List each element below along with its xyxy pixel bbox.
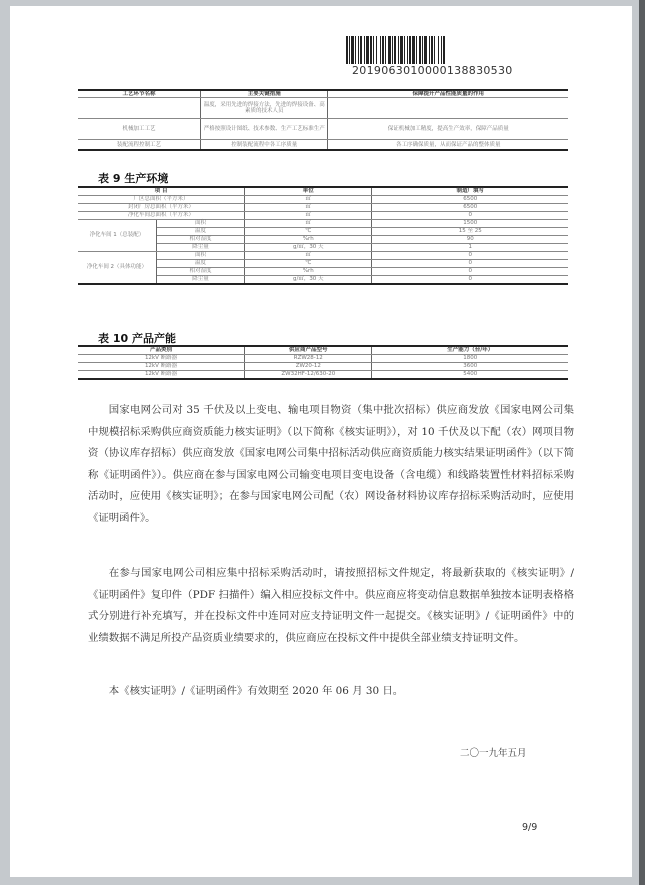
barcode-number: 20190630100001388305​30	[352, 64, 513, 77]
header-cell: 单位	[245, 187, 372, 196]
table-row	[78, 204, 568, 212]
cell: 面积	[156, 220, 244, 228]
cell: 12kV 断路器	[78, 363, 245, 371]
paragraph-3: 本《核实证明》/《证明函件》有效期至 2020 年 06 月 30 日。	[108, 685, 404, 697]
process-table	[78, 89, 568, 151]
table-9-caption: 表 9 生产环境	[98, 172, 169, 185]
cell: 1800	[372, 355, 568, 363]
cell: 净化车间总面积（平方米）	[78, 212, 245, 220]
table-row	[78, 196, 568, 204]
table-row	[78, 371, 568, 380]
cell: 1500	[372, 220, 568, 228]
cell: 温度	[156, 260, 244, 268]
header-cell: 工艺环节名称	[78, 90, 201, 98]
cell: 0	[372, 212, 568, 220]
cell: ZW32HF-12/630-20	[245, 371, 372, 380]
cell: 控制装配流程中各工序质量	[201, 140, 328, 151]
table-row	[78, 98, 568, 119]
cell: 0	[372, 276, 568, 285]
group-cell: 净化车间 2（具体功能）	[78, 252, 156, 285]
header-cell: 产品类别	[78, 346, 245, 355]
header-cell: 主要关键措施	[201, 90, 328, 98]
cell: 90	[372, 236, 568, 244]
cell: %rh	[245, 268, 372, 276]
cell: 封闭厂房总面积（平方米）	[78, 204, 245, 212]
header-cell: 供应商产品型号	[245, 346, 372, 355]
table-row	[78, 220, 568, 228]
paragraph-2: 在参与国家电网公司相应集中招标采购活动时，请按照招标文件规定，将最新获取的《核实证明》/《证明函件》复印件（PDF 扫描件）编入相应投标文件中。供应商应将变动信息数据单独按本证明表格格式分别进行补充填写，并在投标文件中连同对应支持证明文件一起提交。《核实证明》/《证明函件》中的业绩数据不满足所投产品资质业绩要求的，供应商应在投标文件中提供全部业绩支持证明文件。	[88, 567, 574, 644]
cell	[328, 98, 568, 119]
cell: 严格按照设计图纸、技术参数、生产工艺标准生产	[201, 119, 328, 140]
table-10-caption: 表 10 产品产能	[98, 332, 176, 345]
cell: g/㎡，30 天	[245, 244, 372, 252]
group-cell: 净化车间 1（总装配）	[78, 220, 156, 252]
cell: ㎡	[245, 196, 372, 204]
cell: 12kV 断路器	[78, 355, 245, 363]
cell: 相对湿度	[156, 268, 244, 276]
cell: 温度，采用先进的焊接方法，先进的焊接设备、高素质的技术人员	[201, 98, 328, 119]
cell: 0	[372, 268, 568, 276]
cell: 各工序确保质量，从而保证产品的整体质量	[328, 140, 568, 151]
page-number: 9/9	[522, 822, 538, 833]
barcode-bar	[443, 36, 445, 64]
cell: ㎡	[245, 252, 372, 260]
cell: ℃	[245, 228, 372, 236]
product-capacity-table	[78, 345, 568, 380]
header-cell: 生产能力（台/年）	[372, 346, 568, 355]
table-row	[78, 140, 568, 151]
cell: 0	[372, 252, 568, 260]
table-row	[78, 355, 568, 363]
window-edge	[639, 0, 645, 885]
header-cell: 制造厂填写	[372, 187, 568, 196]
cell: 降尘量	[156, 276, 244, 285]
barcode	[346, 36, 536, 64]
paragraph-1: 国家电网公司对 35 千伏及以上变电、输电项目物资（集中批次招标）供应商发放《国家电网公司集中规模招标采购供应商资质能力核实证明》（以下简称《核实证明》），对 10 千伏及以下配（农）网项目物资（协议库存招标）供应商发放《国家电网公司集中招标活动供应商资质能力核实结果证明函件》（以下简称《证明函件》）。供应商在参与国家电网公司输变电项目变电设备（含电缆）和线路装置性材料招标采购活动时，应使用《核实证明》；在参与国家电网公司配（农）网设备材料协议库存招标采购活动时，应使用《证明函件》。	[88, 404, 574, 524]
cell: 保证机械加工精度，提高生产效率，保障产品质量	[328, 119, 568, 140]
cell: 机械加工工艺	[78, 119, 201, 140]
cell: RZW28-12	[245, 355, 372, 363]
production-environment-table	[78, 186, 568, 285]
cell: g/㎡，30 天	[245, 276, 372, 285]
table-row	[78, 252, 568, 260]
cell: 面积	[156, 252, 244, 260]
cell: 12kV 断路器	[78, 371, 245, 380]
table-row	[78, 363, 568, 371]
cell: ㎡	[245, 204, 372, 212]
cell: 15 至 25	[372, 228, 568, 236]
cell: 3600	[372, 363, 568, 371]
cell: 1	[372, 244, 568, 252]
cell: 温度	[156, 228, 244, 236]
cell: 装配流程控制工艺	[78, 140, 201, 151]
cell: ㎡	[245, 220, 372, 228]
document-date: 二〇一九年五月	[460, 748, 527, 759]
cell: 6500	[372, 196, 568, 204]
cell: 厂区总面积（平方米）	[78, 196, 245, 204]
table-row	[78, 119, 568, 140]
cell: 0	[372, 260, 568, 268]
cell: ℃	[245, 260, 372, 268]
cell: 相对湿度	[156, 236, 244, 244]
table-row	[78, 212, 568, 220]
header-cell: 项 目	[78, 187, 245, 196]
cell: 5400	[372, 371, 568, 380]
cell: 6500	[372, 204, 568, 212]
cell	[78, 98, 201, 119]
cell: ㎡	[245, 212, 372, 220]
cell: %rh	[245, 236, 372, 244]
cell: 降尘量	[156, 244, 244, 252]
header-cell: 保障提升产品性能质量的作用	[328, 90, 568, 98]
cell: ZW20-12	[245, 363, 372, 371]
